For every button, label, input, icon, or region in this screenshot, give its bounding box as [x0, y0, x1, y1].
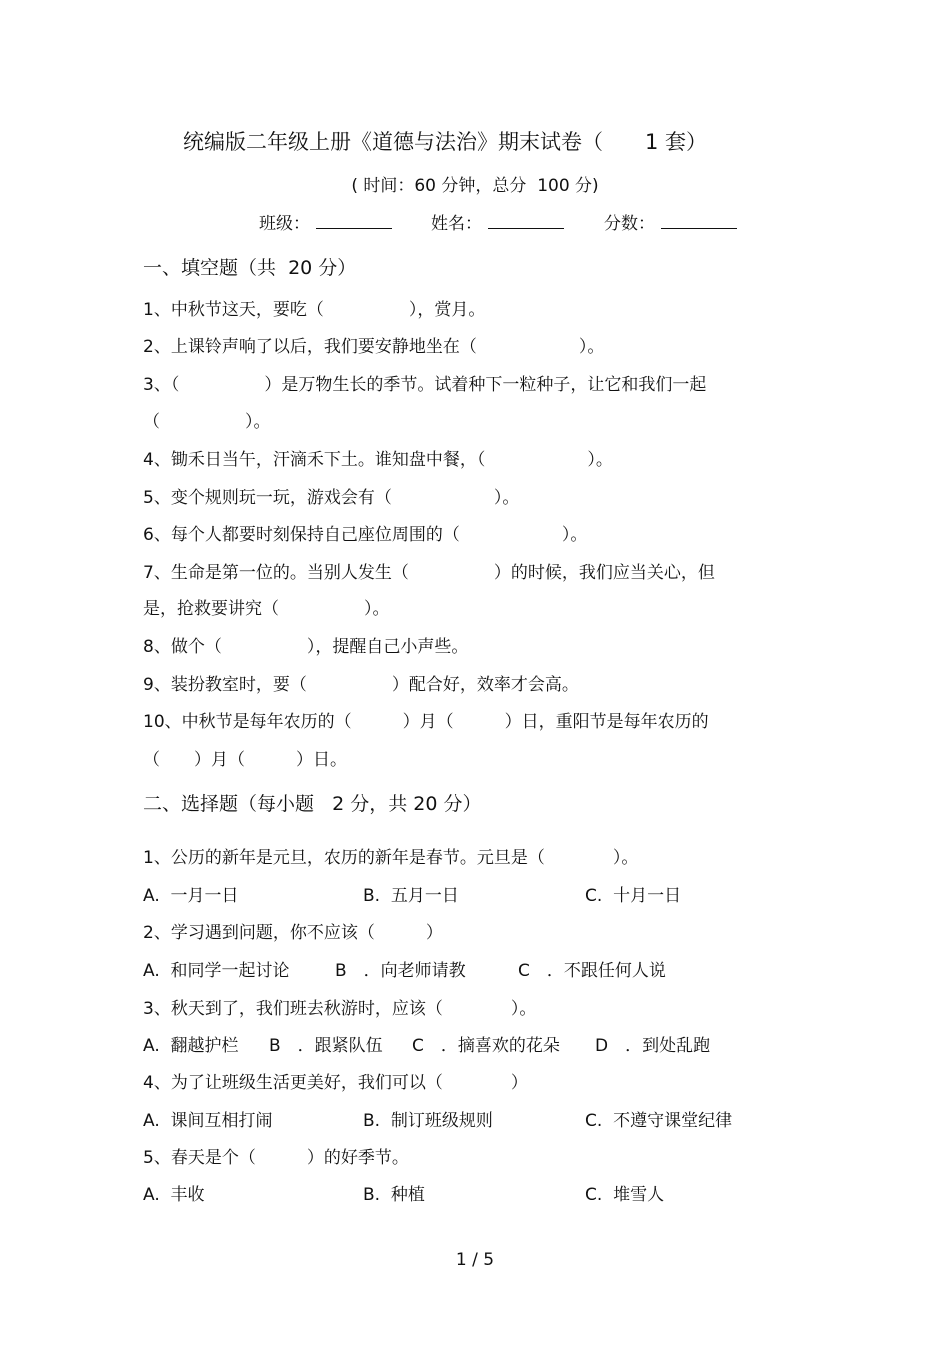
- option-a: A. 一月一日: [143, 886, 239, 906]
- option-a: A. 翻越护栏: [143, 1036, 239, 1056]
- name-blank: [488, 212, 564, 229]
- option-b: B ．跟紧队伍: [269, 1036, 383, 1056]
- option-b: B. 种植: [363, 1185, 425, 1205]
- option-c: C. 不遵守课堂纪律: [585, 1111, 733, 1131]
- question-line: 3、（ ）是万物生长的季节。试着种下一粒种子，让它和我们一起: [143, 375, 707, 395]
- option-b: B. 制订班级规则: [363, 1111, 493, 1131]
- class-blank: [316, 212, 392, 229]
- option-c: C. 堆雪人: [585, 1185, 665, 1205]
- option-c: C. 十月一日: [585, 886, 682, 906]
- class-label: 班级：: [259, 214, 310, 234]
- question-line: 4、锄禾日当午，汗滴禾下土。谁知盘中餐，（ ）。: [143, 450, 613, 470]
- exam-info: ( 时间：60 分钟，总分 100 分): [351, 176, 599, 196]
- option-a: A. 和同学一起讨论: [143, 961, 290, 981]
- question-line: 是，抢救要讲究（ ）。: [143, 599, 390, 619]
- question-line: （ ）月（ ）日。: [143, 750, 347, 770]
- option-c: C ．摘喜欢的花朵: [412, 1036, 560, 1056]
- option-a: A. 丰收: [143, 1185, 205, 1205]
- question-line: 5、变个规则玩一玩，游戏会有（ ）。: [143, 488, 520, 508]
- score-label: 分数：: [604, 214, 655, 234]
- question-stem: 5、春天是个（ ）的好季节。: [143, 1148, 409, 1168]
- page-number: 1 / 5: [455, 1250, 495, 1270]
- score-field: [604, 212, 737, 235]
- question-line: 9、装扮教室时，要（ ）配合好，效率才会高。: [143, 675, 579, 695]
- question-line: 2、上课铃声响了以后，我们要安静地坐在（ ）。: [143, 337, 605, 357]
- score-blank: [661, 212, 737, 229]
- question-line: 1、中秋节这天，要吃（ ），赏月。: [143, 300, 486, 320]
- question-line: （ ）。: [143, 412, 271, 432]
- name-label: 姓名：: [431, 214, 482, 234]
- section-heading-fill: 一、填空题（共 20 分）: [143, 257, 357, 279]
- option-d: D ．到处乱跑: [595, 1036, 711, 1056]
- page-title: 统编版二年级上册《道德与法治》期末试卷（ 1 套）: [183, 130, 708, 154]
- question-line: 6、每个人都要时刻保持自己座位周围的（ ）。: [143, 525, 588, 545]
- question-line: 7、生命是第一位的。当别人发生（ ）的时候，我们应当关心，但: [143, 563, 715, 583]
- question-stem: 1、公历的新年是元旦，农历的新年是春节。元旦是（ ）。: [143, 848, 639, 868]
- question-stem: 2、学习遇到问题，你不应该（ ）: [143, 923, 443, 943]
- section-heading-choice: 二、选择题（每小题 2 分，共 20 分）: [143, 793, 482, 815]
- question-line: 10、中秋节是每年农历的（ ）月（ ）日，重阳节是每年农历的: [143, 712, 709, 732]
- name-field: [431, 212, 564, 235]
- option-c: C ．不跟任何人说: [518, 961, 666, 981]
- option-b: B. 五月一日: [363, 886, 459, 906]
- class-field: [259, 212, 392, 235]
- option-b: B ．向老师请教: [335, 961, 466, 981]
- option-a: A. 课间互相打闹: [143, 1111, 273, 1131]
- question-stem: 3、秋天到了，我们班去秋游时，应该（ ）。: [143, 999, 537, 1019]
- question-line: 8、做个（ ），提醒自己小声些。: [143, 637, 469, 657]
- question-stem: 4、为了让班级生活更美好，我们可以（ ）: [143, 1073, 528, 1093]
